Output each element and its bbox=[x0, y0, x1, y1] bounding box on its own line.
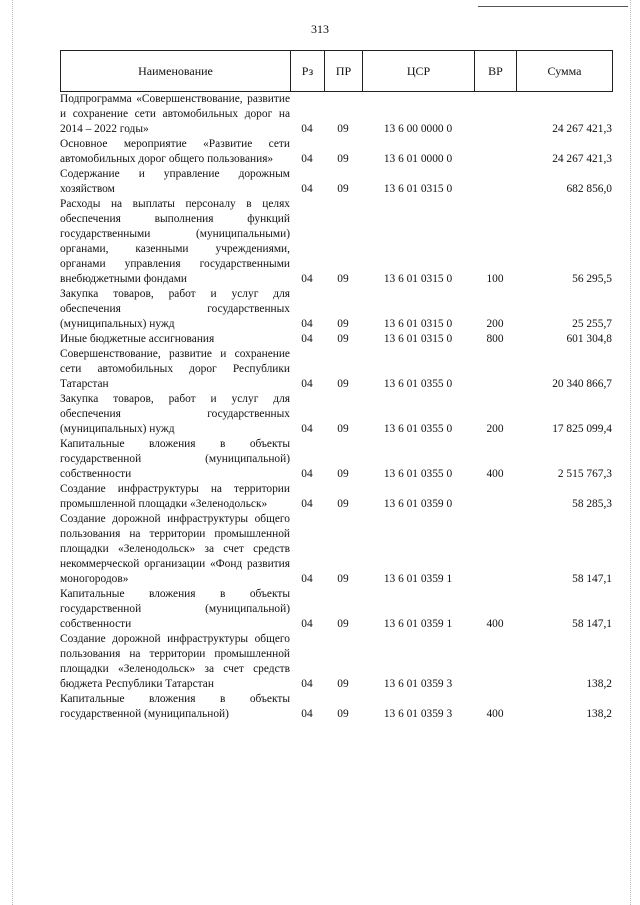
cell-vr: 200 bbox=[486, 423, 504, 435]
header-sum: Сумма bbox=[517, 51, 613, 92]
cell-pr: 09 bbox=[337, 468, 349, 480]
page-number: 313 bbox=[311, 22, 329, 36]
header-name: Наименование bbox=[61, 51, 291, 92]
cell-csr: 13 6 01 0315 0 bbox=[383, 183, 453, 195]
table-row bbox=[60, 347, 612, 392]
cell-rz: 04 bbox=[301, 333, 313, 345]
cell-csr: 13 6 01 0359 3 bbox=[383, 708, 453, 720]
cell-csr: 13 6 00 0000 0 bbox=[383, 123, 453, 135]
cell-csr: 13 6 01 0355 0 bbox=[383, 468, 453, 480]
cell-sum: 20 340 866,7 bbox=[552, 378, 612, 390]
cell-pr: 09 bbox=[337, 678, 349, 690]
header-vr: ВР bbox=[475, 51, 517, 92]
cell-sum: 2 515 767,3 bbox=[557, 468, 612, 480]
cell-vr: 200 bbox=[486, 318, 504, 330]
cell-rz: 04 bbox=[301, 153, 313, 165]
cell-name: Совершенствование, развитие и сохранение сети автомобильных дорог Республики Татарстан bbox=[60, 348, 290, 390]
cell-pr: 09 bbox=[337, 333, 349, 345]
cell-name: Капитальные вложения в объекты государственной (муниципальной) собственности bbox=[60, 438, 290, 480]
cell-name: Основное мероприятие «Развитие сети автомобильных дорог общего пользования» bbox=[60, 138, 290, 165]
cell-pr: 09 bbox=[337, 423, 349, 435]
cell-pr: 09 bbox=[337, 708, 349, 720]
table-body bbox=[60, 92, 612, 722]
cell-csr: 13 6 01 0355 0 bbox=[383, 378, 453, 390]
cell-rz: 04 bbox=[301, 498, 313, 510]
cell-name: Подпрограмма «Совершенствование, развитие и сохранение сети автомобильных дорог на 2014 – 2022 годы» bbox=[60, 93, 290, 135]
cell-name: Капитальные вложения в объекты государственной (муниципальной) собственности bbox=[60, 588, 290, 630]
table-row bbox=[60, 92, 612, 137]
table-row bbox=[60, 137, 612, 167]
cell-vr: 100 bbox=[486, 273, 504, 285]
cell-pr: 09 bbox=[337, 618, 349, 630]
cell-sum: 24 267 421,3 bbox=[552, 123, 612, 135]
table-row bbox=[60, 692, 612, 722]
header-csr: ЦСР bbox=[363, 51, 475, 92]
cell-csr: 13 6 01 0315 0 bbox=[383, 318, 453, 330]
cell-pr: 09 bbox=[337, 183, 349, 195]
cell-pr: 09 bbox=[337, 498, 349, 510]
table-row bbox=[60, 437, 612, 482]
cell-name: Закупка товаров, работ и услуг для обеспечения государственных (муниципальных) нужд bbox=[60, 288, 290, 330]
table-row bbox=[60, 287, 612, 332]
table-row bbox=[60, 587, 612, 632]
scan-edge-line bbox=[630, 0, 631, 905]
cell-sum: 682 856,0 bbox=[566, 183, 612, 195]
cell-name: Закупка товаров, работ и услуг для обеспечения государственных (муниципальных) нужд bbox=[60, 393, 290, 435]
header-rz: Рз bbox=[291, 51, 325, 92]
cell-csr: 13 6 01 0359 3 bbox=[383, 678, 453, 690]
cell-rz: 04 bbox=[301, 708, 313, 720]
cell-sum: 138,2 bbox=[586, 708, 612, 720]
table-row bbox=[60, 512, 612, 587]
cell-rz: 04 bbox=[301, 273, 313, 285]
cell-rz: 04 bbox=[301, 678, 313, 690]
cell-rz: 04 bbox=[301, 468, 313, 480]
cell-sum: 24 267 421,3 bbox=[552, 153, 612, 165]
cell-rz: 04 bbox=[301, 318, 313, 330]
cell-name: Расходы на выплаты персоналу в целях обеспечения выполнения функций государственными (муниципальными) органами, казенными учреждениями, органами управления государственными внебюджетными фондами bbox=[60, 198, 290, 285]
cell-sum: 56 295,5 bbox=[572, 273, 612, 285]
cell-csr: 13 6 01 0359 1 bbox=[383, 573, 453, 585]
cell-sum: 25 255,7 bbox=[572, 318, 612, 330]
cell-name: Содержание и управление дорожным хозяйством bbox=[60, 168, 290, 195]
cell-name: Иные бюджетные ассигнования bbox=[60, 333, 215, 345]
cell-sum: 58 147,1 bbox=[572, 618, 612, 630]
cell-csr: 13 6 01 0315 0 bbox=[383, 333, 453, 345]
cell-vr: 800 bbox=[486, 333, 504, 345]
cell-sum: 58 147,1 bbox=[572, 573, 612, 585]
cell-vr: 400 bbox=[486, 468, 504, 480]
cell-pr: 09 bbox=[337, 153, 349, 165]
table-row bbox=[60, 197, 612, 287]
cell-rz: 04 bbox=[301, 573, 313, 585]
header-pr: ПР bbox=[325, 51, 363, 92]
table-header bbox=[60, 50, 613, 92]
cell-sum: 17 825 099,4 bbox=[552, 423, 612, 435]
scan-edge-line bbox=[12, 0, 13, 905]
cell-vr: 400 bbox=[486, 708, 504, 720]
cell-csr: 13 6 01 0315 0 bbox=[383, 273, 453, 285]
cell-csr: 13 6 01 0359 0 bbox=[383, 498, 453, 510]
table-row bbox=[60, 167, 612, 197]
cell-vr: 400 bbox=[486, 618, 504, 630]
cell-csr: 13 6 01 0359 1 bbox=[383, 618, 453, 630]
cell-sum: 601 304,8 bbox=[566, 333, 612, 345]
cell-pr: 09 bbox=[337, 273, 349, 285]
top-rule bbox=[478, 6, 628, 7]
cell-name: Создание дорожной инфраструктуры общего пользования на территории промышленной площадки «Зеленодольск» за счет средств некоммерческой организации «Фонд развития моногородов» bbox=[60, 513, 290, 585]
cell-rz: 04 bbox=[301, 183, 313, 195]
cell-sum: 138,2 bbox=[586, 678, 612, 690]
table-row bbox=[60, 632, 612, 692]
cell-rz: 04 bbox=[301, 378, 313, 390]
cell-name: Создание дорожной инфраструктуры общего пользования на территории промышленной площадки «Зеленодольск» за счет средств бюджета Республики Татарстан bbox=[60, 633, 290, 690]
table-row bbox=[60, 392, 612, 437]
table-row bbox=[60, 482, 612, 512]
cell-csr: 13 6 01 0355 0 bbox=[383, 423, 453, 435]
cell-rz: 04 bbox=[301, 423, 313, 435]
cell-pr: 09 bbox=[337, 318, 349, 330]
cell-rz: 04 bbox=[301, 618, 313, 630]
table-row bbox=[60, 332, 612, 347]
cell-rz: 04 bbox=[301, 123, 313, 135]
cell-name: Создание инфраструктуры на территории промышленной площадки «Зеленодольск» bbox=[60, 483, 290, 510]
cell-pr: 09 bbox=[337, 378, 349, 390]
cell-csr: 13 6 01 0000 0 bbox=[383, 153, 453, 165]
cell-pr: 09 bbox=[337, 573, 349, 585]
cell-pr: 09 bbox=[337, 123, 349, 135]
cell-name: Капитальные вложения в объекты государственной (муниципальной) bbox=[60, 693, 290, 720]
cell-sum: 58 285,3 bbox=[572, 498, 612, 510]
